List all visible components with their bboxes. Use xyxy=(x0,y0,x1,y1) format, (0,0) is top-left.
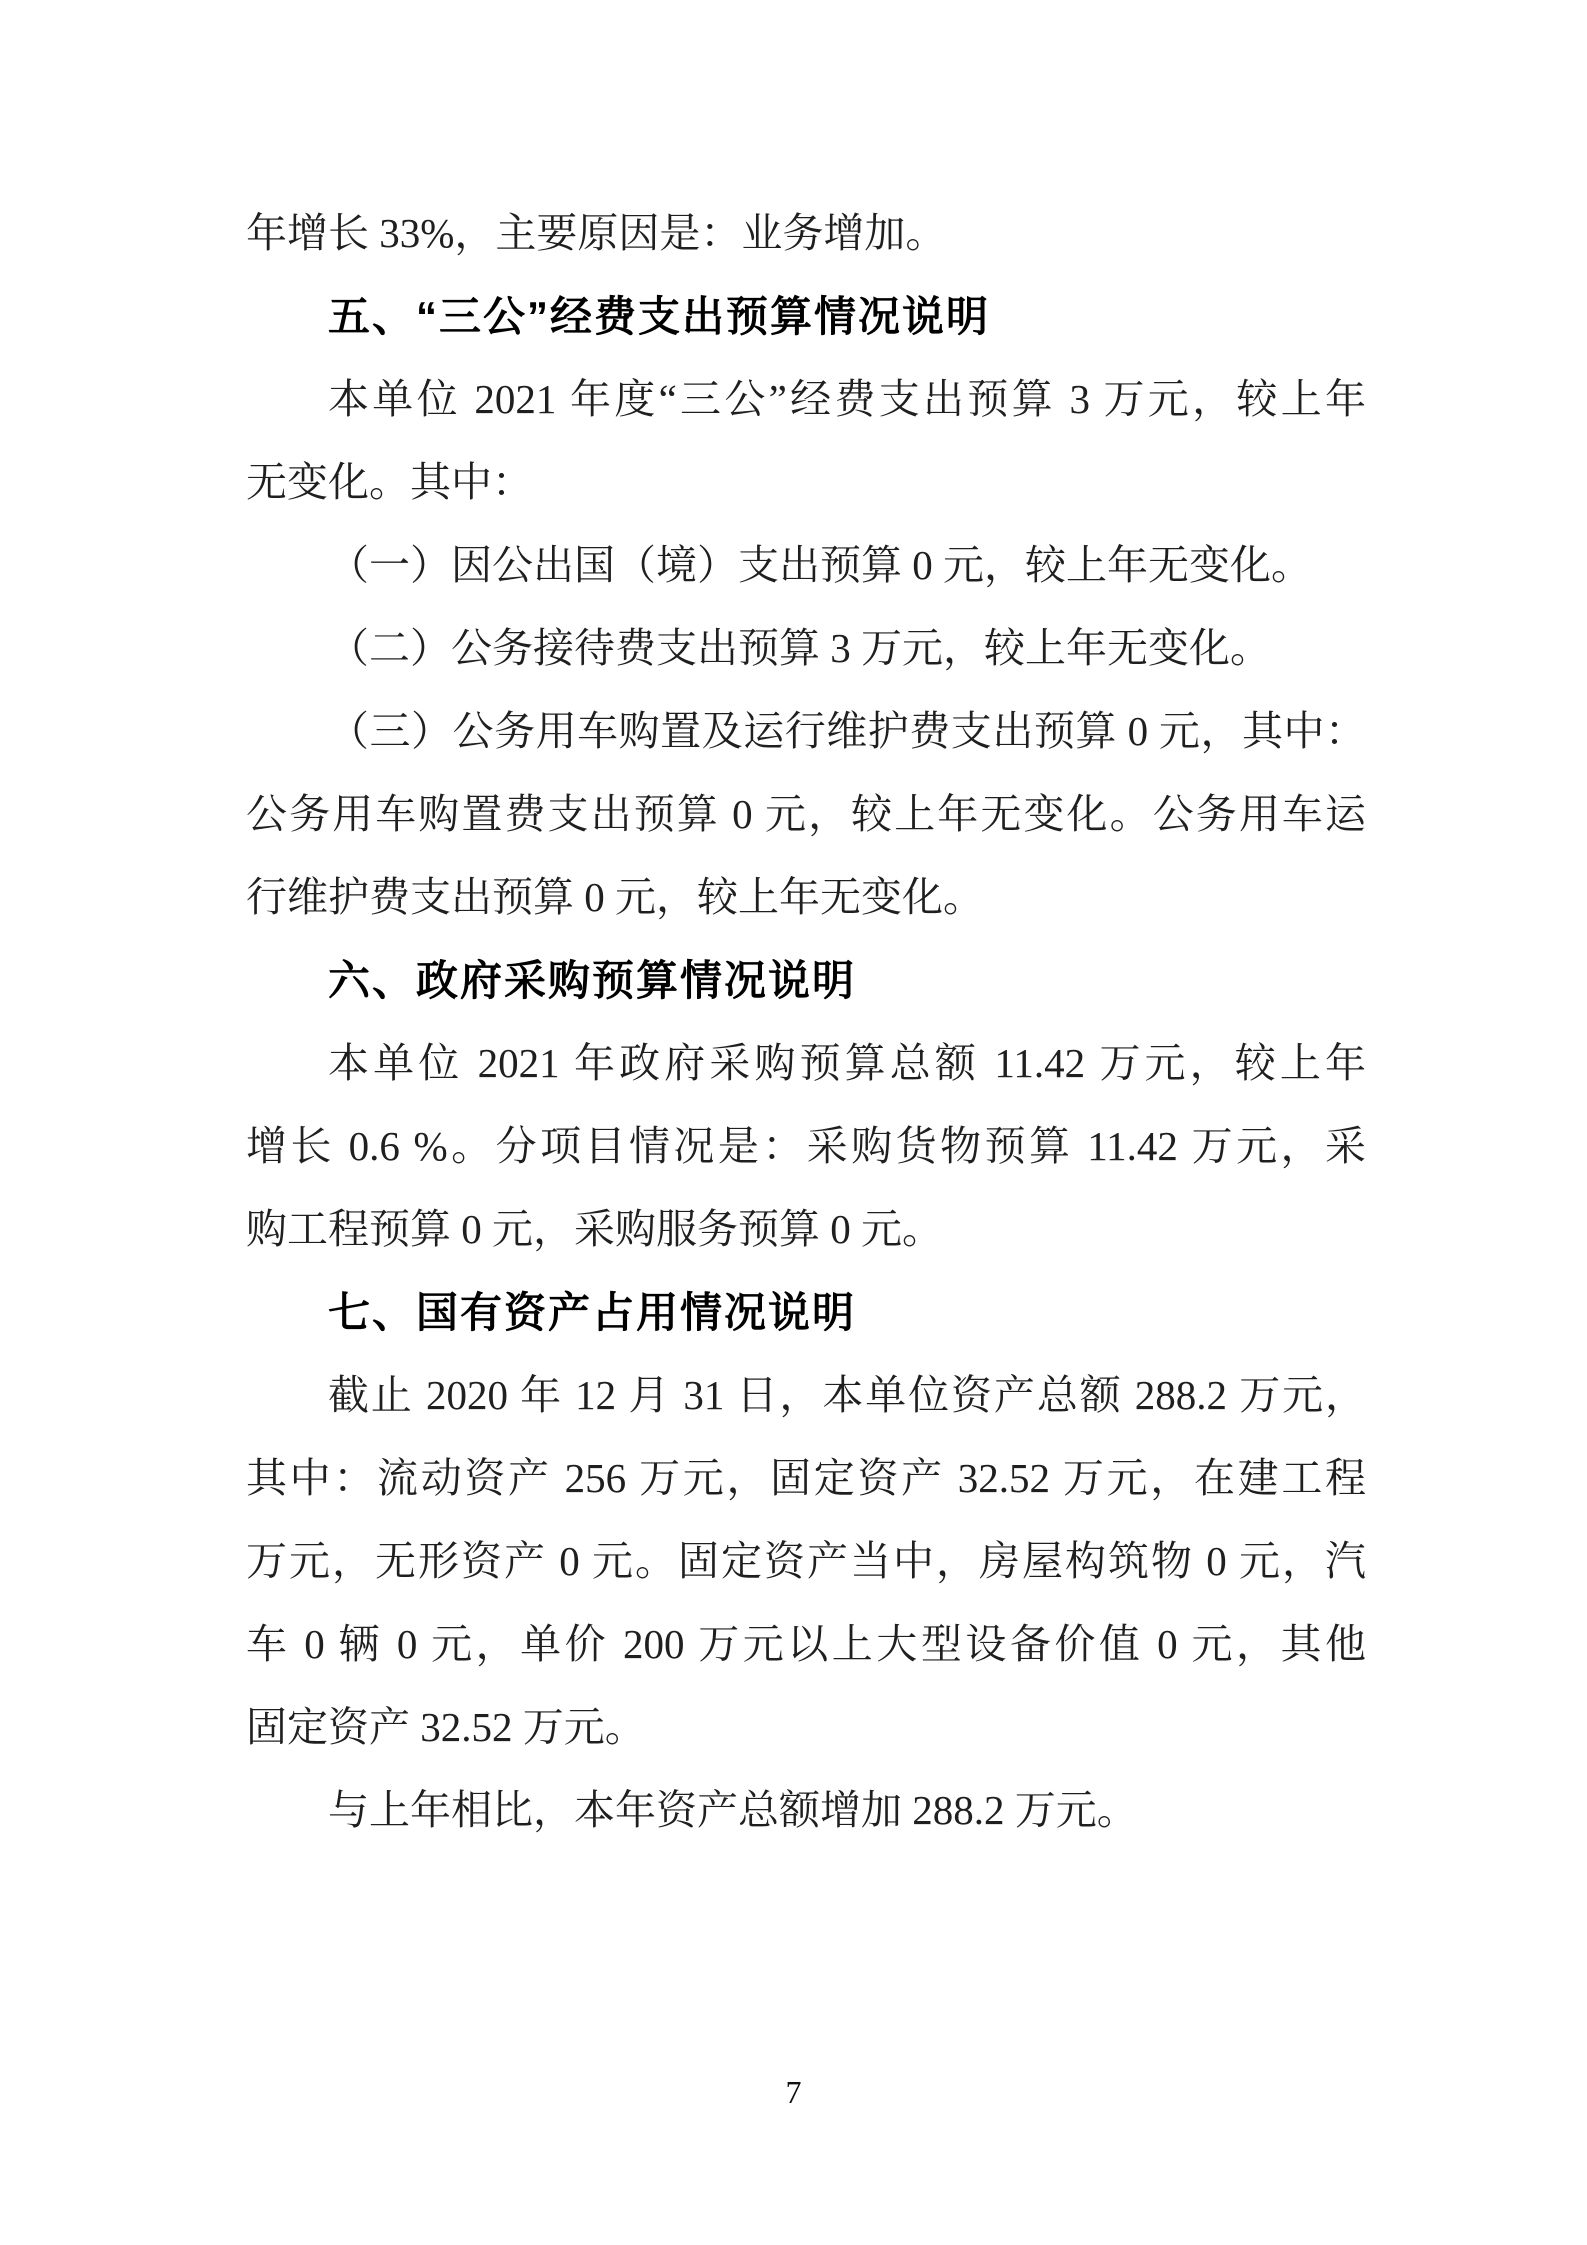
text-line: 无变化。其中： xyxy=(246,459,533,505)
text-line: 本单位 2021 年度“三公”经费支出预算 3 万元，较上年 xyxy=(328,376,1366,422)
text-line: 行维护费支出预算 0 元，较上年无变化。 xyxy=(246,874,984,920)
text-line: 增长 0.6 %。分项目情况是：采购货物预算 11.42 万元，采 xyxy=(246,1123,1366,1169)
text-line: 购工程预算 0 元，采购服务预算 0 元。 xyxy=(246,1206,943,1252)
text-line: （三）公务用车购置及运行维护费支出预算 0 元，其中： xyxy=(328,708,1366,754)
text-line: 其中：流动资产 256 万元，固定资产 32.52 万元，在建工程 xyxy=(246,1455,1366,1501)
section-heading: 六、政府采购预算情况说明 xyxy=(328,957,857,1004)
text-line: 截止 2020 年 12 月 31 日，本单位资产总额 288.2 万元， xyxy=(328,1372,1366,1418)
text-line: 年增长 33%，主要原因是：业务增加。 xyxy=(246,210,947,256)
text-line: 公务用车购置费支出预算 0 元，较上年无变化。公务用车运 xyxy=(246,791,1366,837)
text-line: 万元，无形资产 0 元。固定资产当中，房屋构筑物 0 元，汽 xyxy=(246,1538,1366,1584)
text-line: （二）公务接待费支出预算 3 万元，较上年无变化。 xyxy=(328,625,1271,671)
section-heading: 七、国有资产占用情况说明 xyxy=(328,1289,857,1336)
text-line: 与上年相比，本年资产总额增加 288.2 万元。 xyxy=(328,1787,1138,1833)
page-number: 7 xyxy=(785,2074,802,2110)
text-line: 车 0 辆 0 元，单价 200 万元以上大型设备价值 0 元，其他 xyxy=(246,1621,1366,1667)
document-body xyxy=(246,192,1366,1852)
text-line: 本单位 2021 年政府采购预算总额 11.42 万元，较上年 xyxy=(328,1040,1366,1086)
text-line: 固定资产 32.52 万元。 xyxy=(246,1704,646,1750)
text-line: （一）因公出国（境）支出预算 0 元，较上年无变化。 xyxy=(328,542,1312,588)
section-heading: 五、“三公”经费支出预算情况说明 xyxy=(328,293,991,340)
